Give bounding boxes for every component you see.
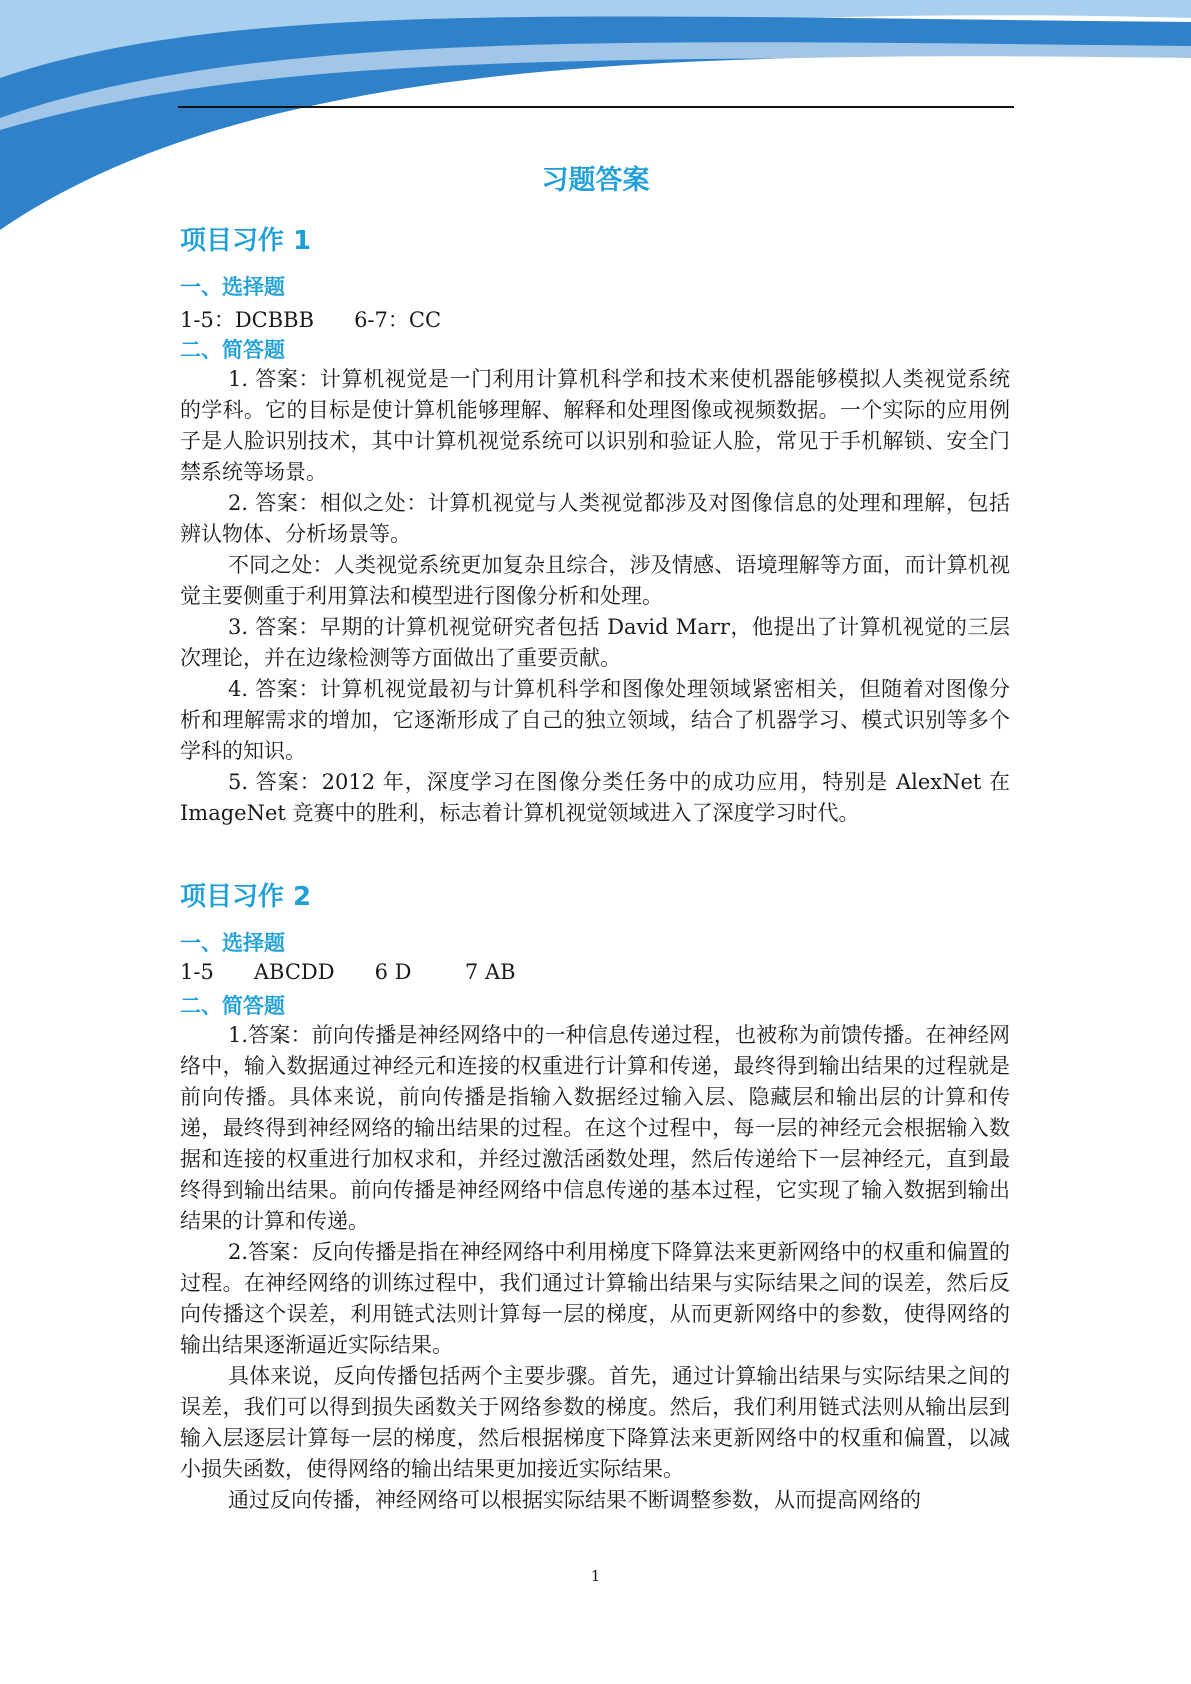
section-heading-choice: 一、选择题 [180, 931, 285, 955]
answer-paragraph: 通过反向传播，神经网络可以根据实际结果不断调整参数，从而提高网络的 [228, 1488, 921, 1512]
answer-paragraph: 2. 答案：相似之处：计算机视觉与人类视觉都涉及对图像信息的处理和理解，包括辨认物体、分析场景等。 [180, 491, 1010, 546]
answer-paragraph: 1. 答案：计算机视觉是一门利用计算机科学和技术来使机器能够模拟人类视觉系统的学科。它的目标是使计算机能够理解、解释和处理图像或视频数据。一个实际的应用例子是人脸识别技术，其中计算机视觉系统可以识别和验证人脸，常见于手机解锁、安全门禁系统等场景。 [180, 367, 1010, 484]
header-wave-decoration [0, 0, 1191, 240]
section-heading-short-answer: 二、简答题 [180, 994, 285, 1018]
choice-answers: 1-5 ABCDD 6 D 7 AB [180, 960, 516, 984]
answer-paragraph: 3. 答案：早期的计算机视觉研究者包括 David Marr，他提出了计算机视觉的三层次理论，并在边缘检测等方面做出了重要贡献。 [180, 615, 1010, 670]
section-heading-choice: 一、选择题 [180, 275, 285, 299]
page-number: 1 [590, 1567, 601, 1585]
answer-paragraph: 具体来说，反向传播包括两个主要步骤。首先，通过计算输出结果与实际结果之间的误差，我们可以得到损失函数关于网络参数的梯度。然后，我们利用链式法则从输出层到输入层逐层计算每一层的梯度，然后根据梯度下降算法来更新网络中的权重和偏置，以减小损失函数，使得网络的输出结果更加接近实际结果。 [180, 1364, 1010, 1481]
answer-paragraph: 2.答案：反向传播是指在神经网络中利用梯度下降算法来更新网络中的权重和偏置的过程。在神经网络的训练过程中，我们通过计算输出结果与实际结果之间的误差，然后反向传播这个误差，利用链式法则计算每一层的梯度，从而更新网络中的参数，使得网络的输出结果逐渐逼近实际结果。 [180, 1240, 1010, 1357]
header-rule [178, 106, 1014, 108]
project-heading: 项目习作 2 [180, 882, 312, 912]
choice-answers: 1-5：DCBBB 6-7：CC [180, 308, 442, 332]
page-title: 习题答案 [541, 165, 650, 196]
answer-paragraph: 1.答案：前向传播是神经网络中的一种信息传递过程，也被称为前馈传播。在神经网络中，输入数据通过神经元和连接的权重进行计算和传递，最终得到输出结果的过程就是前向传播。具体来说，前向传播是指输入数据经过输入层、隐藏层和输出层的计算和传递，最终得到神经网络的输出结果的过程。在这个过程中，每一层的神经元会根据输入数据和连接的权重进行加权求和，并经过激活函数处理，然后传递给下一层神经元，直到最终得到输出结果。前向传播是神经网络中信息传递的基本过程，它实现了输入数据到输出结果的计算和传递。 [180, 1023, 1010, 1233]
project-heading: 项目习作 1 [180, 226, 312, 256]
section-heading-short-answer: 二、简答题 [180, 338, 285, 362]
answer-paragraph: 5. 答案：2012 年，深度学习在图像分类任务中的成功应用，特别是 AlexNet 在 ImageNet 竞赛中的胜利，标志着计算机视觉领域进入了深度学习时代。 [180, 770, 1010, 825]
answer-paragraph: 4. 答案：计算机视觉最初与计算机科学和图像处理领域紧密相关，但随着对图像分析和理解需求的增加，它逐渐形成了自己的独立领域，结合了机器学习、模式识别等多个学科的知识。 [180, 677, 1010, 763]
answer-paragraph: 不同之处：人类视觉系统更加复杂且综合，涉及情感、语境理解等方面，而计算机视觉主要侧重于利用算法和模型进行图像分析和处理。 [180, 553, 1010, 608]
